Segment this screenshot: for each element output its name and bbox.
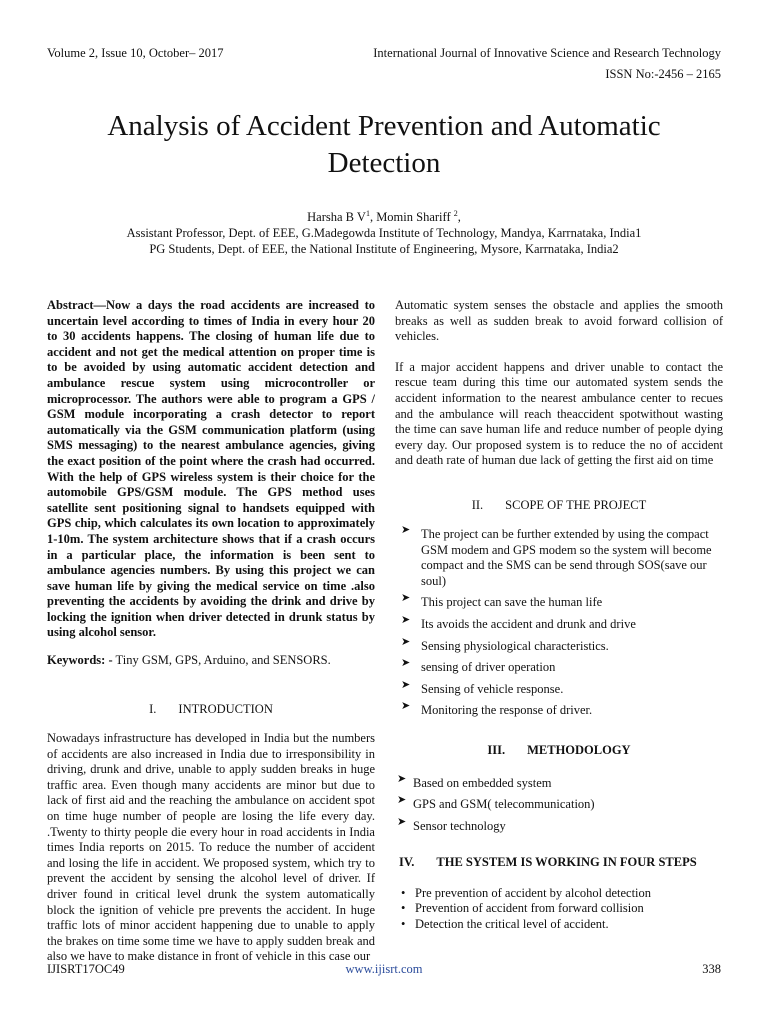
paper-title	[0, 108, 768, 182]
affiliation-2: PG Students, Dept. of EEE, the National Institute of Engineering, Mysore, Karrnataka, India2	[149, 242, 619, 257]
list-item: ➤ sensing of driver operation	[401, 657, 556, 675]
arrow-bullet-icon: ➤	[401, 592, 411, 605]
list-item: ➤ Sensor technology	[397, 816, 506, 834]
list-item: ➤ Sensing of vehicle response.	[401, 678, 564, 696]
arrow-bullet-icon: ➤	[401, 657, 411, 670]
right-paragraph-1: Automatic system senses the obstacle and applies the smooth breaks as well as sudden break to avoid forward collision of vehicles.	[395, 298, 723, 344]
journal-name: International Journal of Innovative Science and Research Technology	[373, 46, 721, 60]
section-heading-introduction: I. INTRODUCTION	[149, 702, 273, 717]
list-item: ➤ The project can be further extended by using the compact GSM modem and GPS modem so the system will become compact and the SMS can be send through SOS(save our soul)	[401, 523, 712, 588]
steps-list	[395, 886, 723, 933]
list-item: ➤ This project can save the human life	[401, 592, 603, 610]
scope-list	[395, 523, 723, 719]
right-column	[395, 298, 723, 932]
list-item: • Detection the critical level of accident.	[401, 916, 609, 931]
methodology-list	[395, 772, 723, 835]
arrow-bullet-icon: ➤	[401, 613, 411, 626]
list-item: • Pre prevention of accident by alcohol detection	[401, 885, 652, 900]
title-line-2: Detection	[327, 147, 441, 179]
arrow-bullet-icon: ➤	[397, 772, 407, 785]
arrow-bullet-icon: ➤	[397, 794, 407, 807]
abstract: Abstract—Now a days the road accidents are increased to uncertain level according to times of India in every hour 20 to 30 accidents happens. The closing of human life due to accident and not get the medical attention on proper time is to be avoided by using automatic accident detection and ambulance rescue system using microcontroller or microprocessor. The authors were able to program a GPS / GSM module incorporating a crash detector to report automatically via the GSM communication platform (using SMS messaging) to the nearest ambulance agencies, giving the exact position of the point where the crash had occurred. With the help of GPS wireless system is their choice for the automobile GPS/GSM module. The GPS method uses satellite sent positioning signal to handsets equipped with GPS chip, which calculates its own location to approximately 1-10m. The system architecture shows that if a crash occurs in a particular place, the information is been sent to ambulance agencies numbers. By using this project we can save human life by giving the medical service on time .also preventing the accidents by avoiding the drink and drive by locking the ignition when driver detected in drunk status by using alcohol sensor.	[47, 298, 375, 640]
authors-block	[0, 206, 768, 257]
bullet-dot-icon: •	[401, 885, 406, 900]
arrow-bullet-icon: ➤	[401, 700, 411, 713]
section-heading-scope: II. SCOPE OF THE PROJECT	[471, 497, 647, 512]
list-item: ➤ Sensing physiological characteristics.	[401, 635, 609, 653]
page-number: 338	[702, 962, 721, 976]
issn: ISSN No:-2456 – 2165	[605, 67, 721, 81]
arrow-bullet-icon: ➤	[401, 523, 411, 536]
bullet-dot-icon: •	[401, 916, 406, 931]
journal-website-link[interactable]: www.ijisrt.com	[345, 962, 423, 976]
list-item: ➤ Monitoring the response of driver.	[401, 700, 593, 718]
bullet-dot-icon: •	[401, 901, 406, 916]
title-line-1: Analysis of Accident Prevention and Automatic	[107, 110, 661, 142]
section-heading-methodology: III. METHODOLOGY	[487, 742, 631, 757]
author-names: Harsha B $V^1$, Momin Shariff $^2$,	[307, 209, 461, 225]
introduction-text: Nowadays infrastructure has developed in India but the numbers of accidents are also increased in India due to irresponsibility in driving, drunk and drive, unable to apply sudden breaks in huge traffic area. Even though many accidents are minor but due to lack of first aid and the reaching the ambulance on accident spot on time huge number of people are losing the life every day. .Twenty to thirty people die every hour in road accidents in India times India reports on 2015. To reduce the number of accident and losing the life in accident. We proposed system, which try to prevent the accident by sensing the alcohol level of driver. If driver found in critical level drunk the system automatically block the ignition of vehicle pre prevents the accident. In huge traffic lots of minor accident happening due to unable to apply the brakes on time some time we have to apply sudden break and also we have to make distance in front of vehicle in this case our	[47, 731, 375, 964]
paper-id: IJISRT17OC49	[47, 962, 125, 976]
section-heading-four-steps: IV. THE SYSTEM IS WORKING IN FOUR STEPS	[399, 854, 697, 869]
arrow-bullet-icon: ➤	[401, 678, 411, 691]
list-item: • Prevention of accident from forward collision	[401, 901, 644, 916]
list-item: ➤ GPS and GSM( telecommunication)	[397, 794, 595, 812]
left-column	[47, 298, 375, 965]
volume-issue: Volume 2, Issue 10, October– 2017	[47, 46, 224, 60]
arrow-bullet-icon: ➤	[397, 816, 407, 829]
list-item: ➤ Based on embedded system	[397, 772, 552, 790]
list-item: ➤ Its avoids the accident and drunk and drive	[401, 613, 636, 631]
right-paragraph-2: If a major accident happens and driver unable to contact the rescue team during this time our automated system sends the accident information to the nearest ambulance center to recues and the ambulance will reach theaccident spotwithout wasting the time can save human life and reduce number of people dying every day. Our proposed system is to reduce the no of accident and death rate of human due lack of getting the first aid on time	[395, 359, 723, 468]
affiliation-1: Assistant Professor, Dept. of EEE, G.Madegowda Institute of Technology, Mandya, Karrnataka, India1	[126, 226, 642, 241]
keywords: Keywords: - Tiny GSM, GPS, Arduino, and SENSORS.	[47, 653, 331, 668]
arrow-bullet-icon: ➤	[401, 635, 411, 648]
